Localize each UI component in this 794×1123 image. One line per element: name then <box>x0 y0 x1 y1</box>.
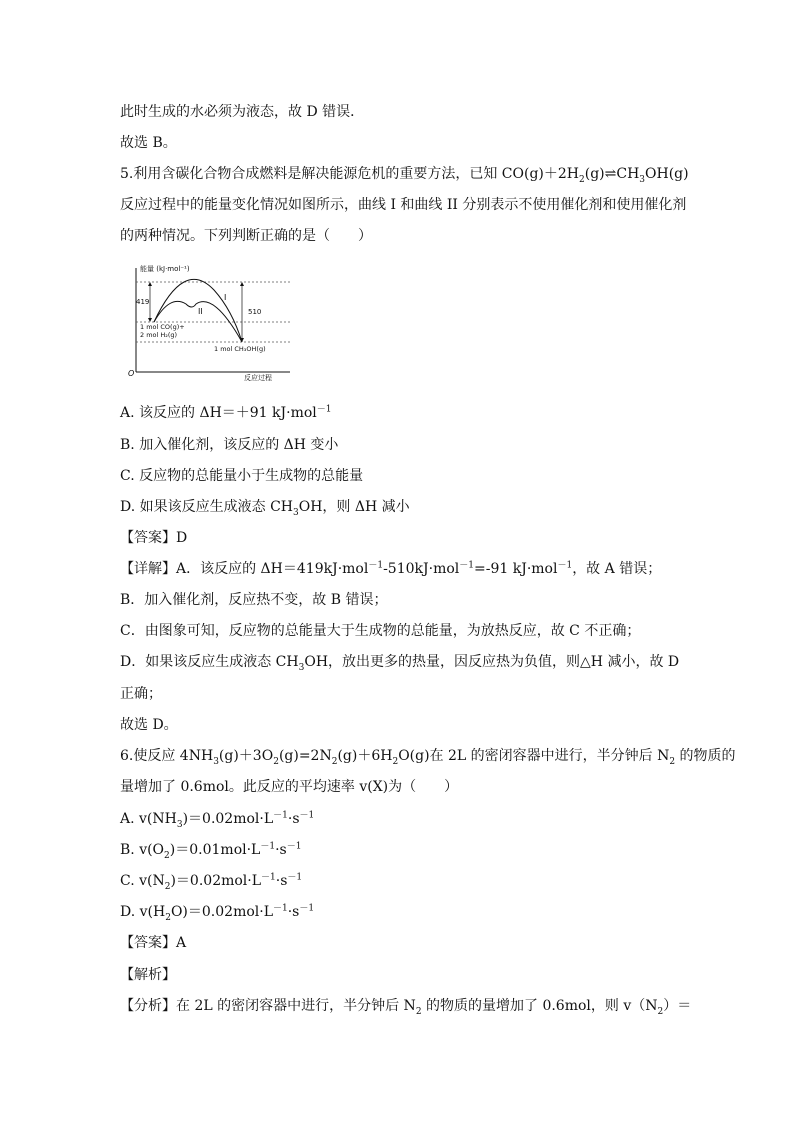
explanation-line: D．如果该反应生成液态 $CH_3OH$，放出更多的热量，因反应热为负值，则△H 减小，故 D <box>120 654 680 673</box>
text-line: 故选 B。 <box>120 135 177 151</box>
y-axis-label: 能量 (kJ·mol⁻¹) <box>140 265 190 273</box>
option-a: A. 该反应的 ΔH＝＋91 kJ·mol$^{-1}$ <box>120 404 332 421</box>
explanation-line: C．由图象可知，反应物的总能量大于生成物的总能量，为放热反应，故 C 不正确； <box>120 623 641 639</box>
answer-label: 【答案】A <box>120 935 187 951</box>
option-c: C. $v(N_2)=0.02mol\cdot L^{-1}\cdot s^{-1}$ <box>120 872 303 892</box>
equilibrium-arrow-icon: ⇌ <box>604 166 617 182</box>
reactants-label: 1 mol CO(g)+ <box>140 323 185 331</box>
option-d: D. $v(H_2O)=0.02mol\cdot L^{-1}\cdot s^{-1}$ <box>120 903 315 923</box>
option-b: B. $v(O_2)=0.01mol\cdot L^{-1}\cdot s^{-1}$ <box>120 841 302 861</box>
option-c: C. 反应物的总能量小于生成物的总能量 <box>120 468 364 484</box>
question-6-stem: 6.使反应 $4NH_3(g)+3O_2(g)=2N_2(g)+6H_2O(g)$在 2L 的密闭容器中进行，半分钟后 $N_2$ 的物质的 <box>120 748 736 767</box>
question-6-stem: 量增加了 0.6mol。此反应的平均速率 v(X)为（ ） <box>120 779 459 795</box>
question-5-stem: 的两种情况。下列判断正确的是（ ） <box>120 228 372 244</box>
value-419-label: 419 <box>136 298 150 306</box>
answer-label: 【答案】D <box>120 530 188 546</box>
product-label: 1 mol CH₃OH(g) <box>214 345 266 353</box>
explanation-line: 正确； <box>120 686 162 702</box>
analysis-label: 【解析】 <box>120 967 176 983</box>
question-5-stem: 反应过程中的能量变化情况如图所示，曲线 I 和曲线 II 分别表示不使用催化剂和使用催化剂 <box>120 197 687 213</box>
value-510-label: 510 <box>248 308 262 316</box>
option-a: A. $v(NH_3)=0.02mol\cdot L^{-1}\cdot s^{-1}$ <box>120 810 315 830</box>
curve-II-label: II <box>198 307 203 316</box>
explanation-line: B．加入催化剂，反应热不变，故 B 错误； <box>120 592 388 608</box>
origin-label: O <box>128 369 135 378</box>
explanation-line: 【分析】在 2L 的密闭容器中进行，半分钟后 $N_2$ 的物质的量增加了 0.6mol，则 $v(N_2)=$ <box>120 998 692 1017</box>
x-axis-label: 反应过程 <box>244 374 272 382</box>
option-d: D. 如果该反应生成液态 $CH_3OH$，则 ΔH 减小 <box>120 499 410 518</box>
question-5-stem: 5.利用含碳化合物合成燃料是解决能源危机的重要方法，已知 $CO(g)+2H_2(g)\rightleftharpoons CH_3OH(g)$ <box>120 166 689 185</box>
reactants-label: 2 mol H₂(g) <box>140 331 178 339</box>
curve-I-label: I <box>224 293 227 302</box>
energy-diagram <box>124 262 294 384</box>
explanation-line: 故选 D。 <box>120 717 178 733</box>
text-line: 此时生成的水必须为液态，故 D 错误． <box>120 104 365 120</box>
option-b: B. 加入催化剂，该反应的 ΔH 变小 <box>120 437 339 453</box>
explanation-line: 【详解】A．该反应的 ΔH＝419kJ·mol$^{-1}$-510kJ·mol$^{-1}$=-91 kJ·mol$^{-1}$，故 A 错误； <box>120 560 662 577</box>
